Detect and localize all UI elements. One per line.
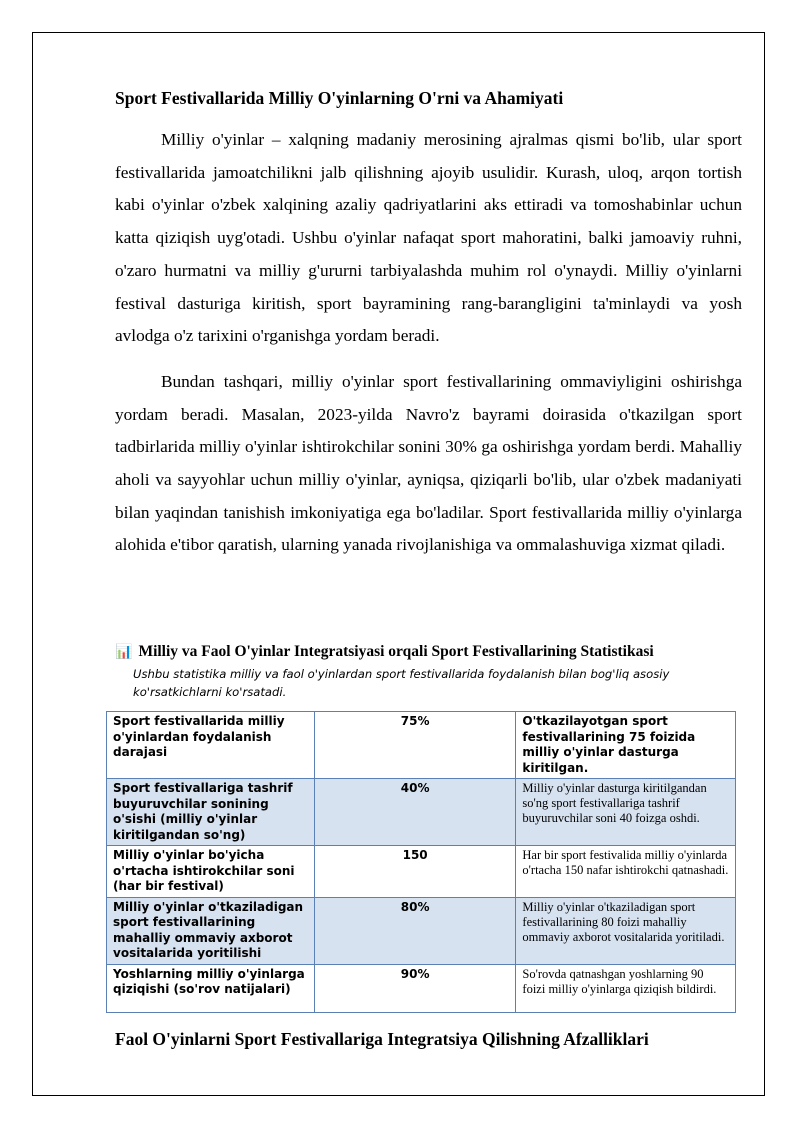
bar-chart-icon: 📊 — [115, 644, 133, 660]
table-row — [107, 779, 736, 846]
paragraph-1: Milliy o'yinlar – xalqning madaniy merosining ajralmas qismi bo'lib, ular sport festivallarida jamoatchilikni jalb qilishning ajoyib usulidir. Kurash, uloq, arqon tortish kabi o'yinlar o'zbek xalqining azaliy qadriyatlarini aks ettiradi va tomoshabinlar uchun katta qiziqish uyg'otadi. Ushbu o'yinlar nafaqat sport mahoratini, balki jamoaviy ruhni, o'zaro hurmatni va milliy g'ururni tarbiyalashda muhim rol o'ynaydi. Milliy o'yinlarni festival dasturiga kiritish, sport bayramining rang-barangligini ta'minlaydi va yosh avlodga o'z tarixini o'rganishga yordam beradi. — [115, 130, 742, 346]
paragraph-2: Bundan tashqari, milliy o'yinlar sport festivallarining ommaviyligini oshirishga yordam beradi. Masalan, 2023-yilda Navro'z bayrami doirasida o'tkazilgan sport tadbirlarida milliy o'yinlar ishtirokchilar sonini 30% ga oshirishga yordam berdi. Mahalliy aholi va sayyohlar uchun milliy o'yinlar, ayniqsa, qiziqarli bo'lib, ular o'zbek madaniyati bilan yaqindan tanishish imkoniyatiga ega bo'ladilar. Sport festivallarida milliy o'yinlarga alohida e'tibor qaratish, ularning yanada rivojlanishiga va ommalashuviga xizmat qiladi. — [115, 371, 742, 555]
table-row — [107, 964, 736, 1012]
section-title: Sport Festivallarida Milliy O'yinlarning O'rni va Ahamiyati — [115, 88, 564, 108]
metric-cell: Milliy o'yinlar o'tkaziladigan sport festivallarining mahalliy ommaviy axborot vositalarida yoritilishi — [107, 897, 315, 964]
note-cell: Milliy o'yinlar o'tkaziladigan sport festivallarining 80 foizi mahalliy ommaviy axborot vositalarida yoritiladi. — [516, 897, 736, 964]
table-row — [107, 897, 736, 964]
note-cell: So'rovda qatnashgan yoshlarning 90 foizi milliy o'yinlarga qiziqish bildirdi. — [516, 964, 736, 1012]
value-cell: 40% — [314, 779, 516, 846]
note-cell: Har bir sport festivalida milliy o'yinlarda o'rtacha 150 nafar ishtirokchi qatnashadi. — [516, 846, 736, 898]
stats-title — [115, 643, 742, 661]
stats-header — [115, 625, 742, 706]
stats-description: Ushbu statistika milliy va faol o'yinlardan sport festivallarida foydalanish bilan bog'liq asosiy ko'rsatkichlarni ko'rsatadi. — [133, 667, 670, 699]
metric-cell: Sport festivallarida milliy o'yinlardan foydalanish darajasi — [107, 712, 315, 779]
table-row — [107, 712, 736, 779]
value-cell: 90% — [314, 964, 516, 1012]
table-row — [107, 846, 736, 898]
stats-table — [106, 711, 736, 1013]
section-title-2: Faol O'yinlarni Sport Festivallariga Integratsiya Qilishning Afzalliklari — [115, 1029, 649, 1049]
value-cell: 150 — [314, 846, 516, 898]
stats-title-text: Milliy va Faol O'yinlar Integratsiyasi orqali Sport Festivallarining Statistikasi — [138, 643, 654, 660]
metric-cell: Yoshlarning milliy o'yinlarga qiziqishi (so'rov natijalari) — [107, 964, 315, 1012]
document-body — [115, 84, 742, 575]
note-cell: O'tkazilayotgan sport festivallarining 75 foizida milliy o'yinlar dasturga kiritilgan. — [516, 712, 736, 779]
note-cell: Milliy o'yinlar dasturga kiritilgandan so'ng sport festivallariga tashrif buyuruvchilar soni 40 foizga oshdi. — [516, 779, 736, 846]
value-cell: 75% — [314, 712, 516, 779]
metric-cell: Milliy o'yinlar bo'yicha o'rtacha ishtirokchilar soni (har bir festival) — [107, 846, 315, 898]
metric-cell: Sport festivallariga tashrif buyuruvchilar sonining o'sishi (milliy o'yinlar kiritilgandan so'ng) — [107, 779, 315, 846]
value-cell: 80% — [314, 897, 516, 964]
